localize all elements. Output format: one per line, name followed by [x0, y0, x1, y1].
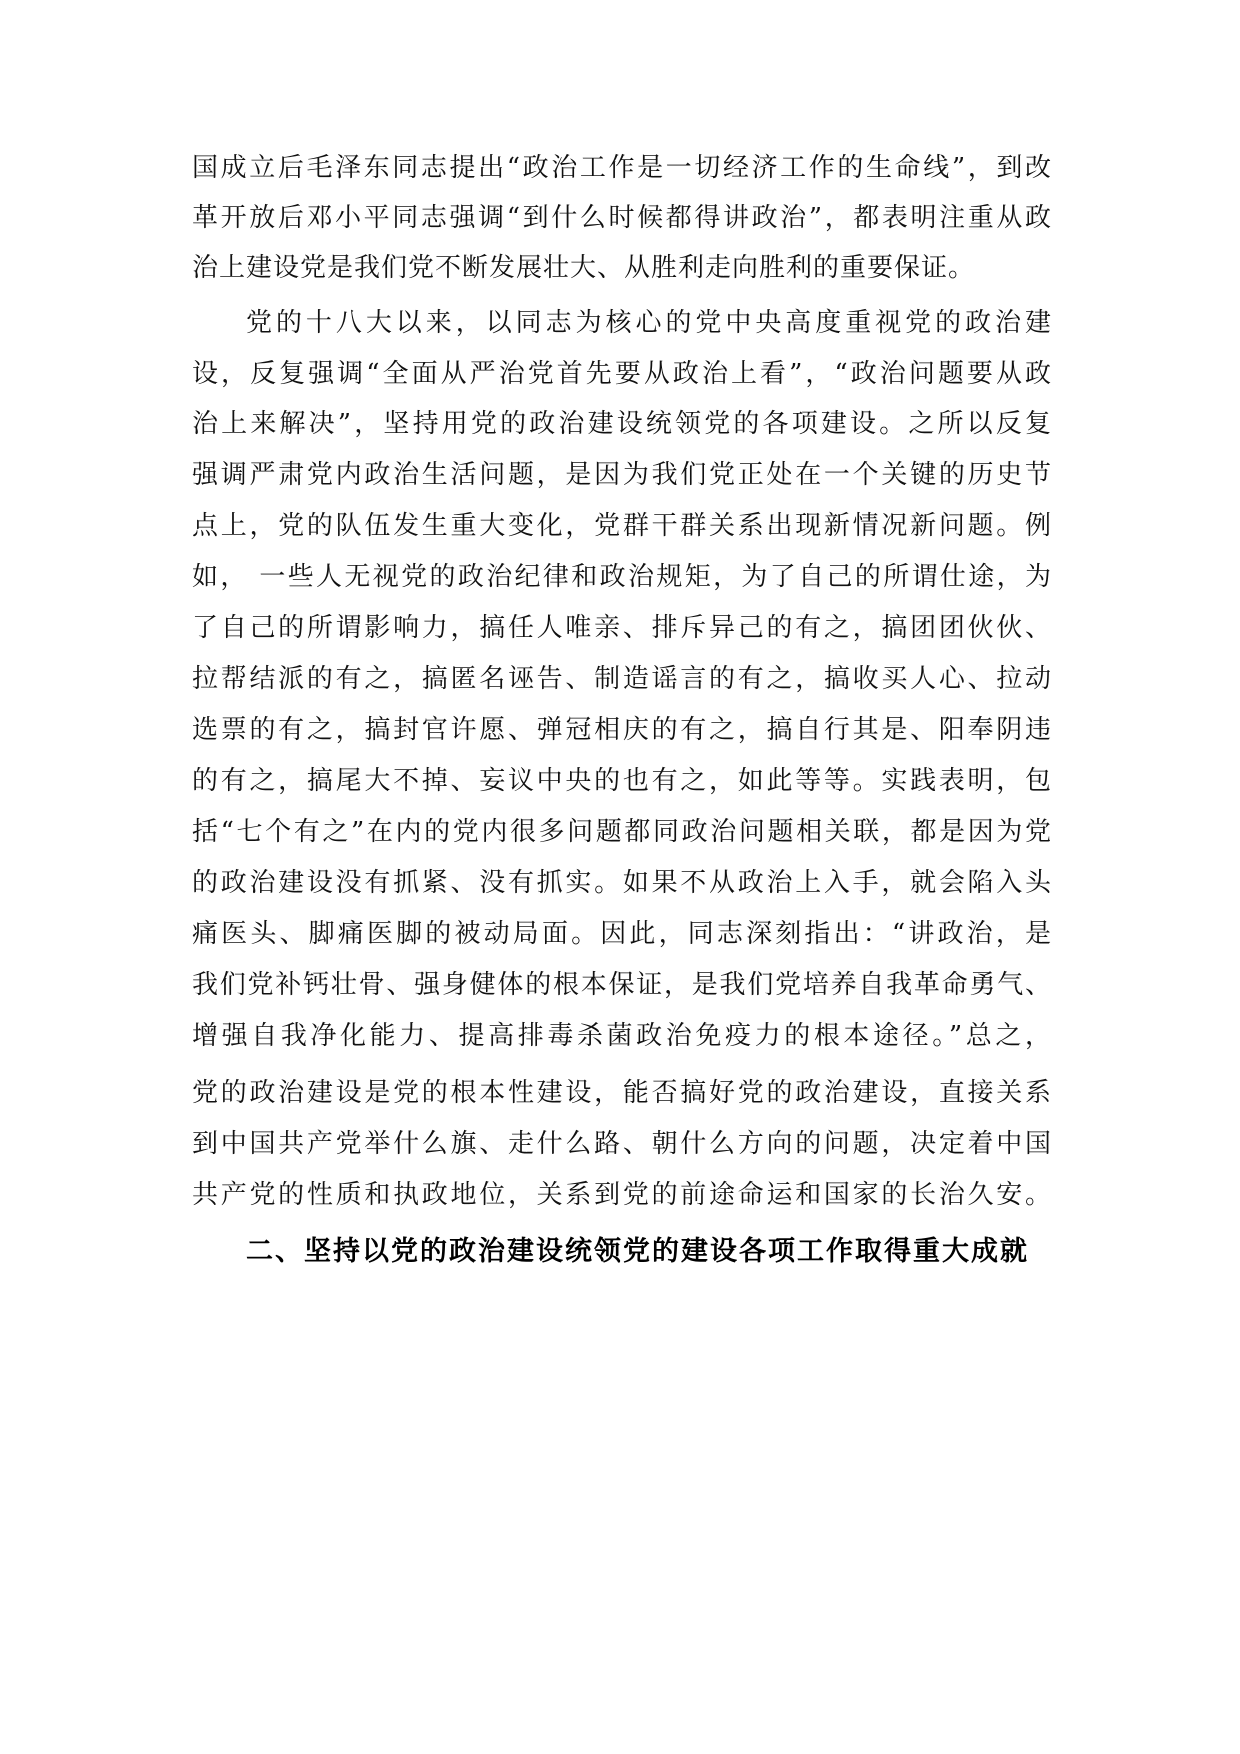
- paragraph-2-line-8: 拉帮结派的有之，搞匿名诬告、制造谣言的有之，搞收买人心、拉动: [192, 664, 1052, 694]
- paragraph-2-line-3: 治上来解决”，坚持用党的政治建设统领党的各项建设。之所以反复: [192, 409, 1052, 439]
- paragraph-2-line-14: 我们党补钙壮骨、强身健体的根本保证，是我们党培养自我革命勇气、: [192, 970, 1052, 1000]
- paragraph-2-line-5: 点上，党的队伍发生重大变化，党群干群关系出现新情况新问题。例: [192, 511, 1052, 541]
- paragraph-2-line-9: 选票的有之，搞封官许愿、弹冠相庆的有之，搞自行其是、阳奉阴违: [192, 715, 1052, 745]
- paragraph-2-line-13: 痛医头、脚痛医脚的被动局面。因此，同志深刻指出：“讲政治，是: [192, 919, 1052, 949]
- paragraph-2-line-17: 到中国共产党举什么旗、走什么路、朝什么方向的问题，决定着中国: [192, 1129, 1052, 1159]
- paragraph-2-line-10: 的有之，搞尾大不掉、妄议中央的也有之，如此等等。实践表明，包: [192, 766, 1052, 796]
- paragraph-2-line-16: 党的政治建设是党的根本性建设，能否搞好党的政治建设，直接关系: [192, 1078, 1052, 1108]
- paragraph-2-line-15: 增强自我净化能力、提高排毒杀菌政治免疫力的根本途径。”总之，: [192, 1021, 1052, 1051]
- section-heading: 二、坚持以党的政治建设统领党的建设各项工作取得重大成就: [246, 1236, 1029, 1267]
- paragraph-2-line-1: 党的十八大以来，以同志为核心的党中央高度重视党的政治建: [246, 308, 1052, 338]
- paragraph-2-line-6: 如， 一些人无视党的政治纪律和政治规矩，为了自己的所谓仕途，为: [192, 562, 1052, 592]
- paragraph-2-line-12: 的政治建设没有抓紧、没有抓实。如果不从政治上入手，就会陷入头: [192, 868, 1052, 898]
- paragraph-2-line-7: 了自己的所谓影响力，搞任人唯亲、排斥异己的有之，搞团团伙伙、: [192, 613, 1052, 643]
- paragraph-2-line-4: 强调严肃党内政治生活问题，是因为我们党正处在一个关键的历史节: [192, 460, 1052, 490]
- paragraph-2-line-11: 括“七个有之”在内的党内很多问题都同政治问题相关联，都是因为党: [192, 817, 1052, 847]
- paragraph-1-line-1: 国成立后毛泽东同志提出“政治工作是一切经济工作的生命线”，到改: [192, 153, 1052, 183]
- paragraph-2-line-18: 共产党的性质和执政地位，关系到党的前途命运和国家的长治久安。: [192, 1180, 1052, 1210]
- paragraph-1-line-2: 革开放后邓小平同志强调“到什么时候都得讲政治”，都表明注重从政: [192, 203, 1052, 233]
- paragraph-2-line-2: 设，反复强调“全面从严治党首先要从政治上看”，“政治问题要从政: [192, 359, 1052, 389]
- paragraph-1-line-3: 治上建设党是我们党不断发展壮大、从胜利走向胜利的重要保证。: [192, 253, 976, 283]
